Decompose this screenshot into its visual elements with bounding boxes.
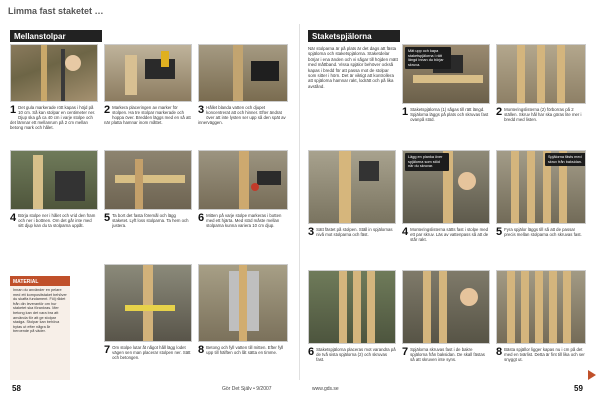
photo-r-step-7	[402, 270, 490, 344]
page-gutter	[299, 24, 300, 380]
step-7: 7 Om stolpe lutar åt något håll lägg lodet vägen sen man placerar stolpen ner. Sätt och betongen.	[104, 344, 191, 360]
photo-step-6	[198, 150, 288, 210]
photo-step-2	[104, 44, 192, 102]
photo-step-7	[104, 264, 192, 342]
footer-left: Gör Det Själv • 9/2007	[222, 386, 272, 392]
material-text: Innan du använder en pelare med ett kompositstaket behöver du skaffa fundament. Följ rådet från din leverantör om hur staketet ska förankras. Mer betong kan det vara bra att använda för att ge stolpar stadga. Stolpar kan behöva bytas ut efter några år beroende på väder.	[13, 288, 67, 334]
step-r-5: 5 Fyra spjälor läggs till så att de passar precis mellan stolparna och skruvas fast.	[496, 226, 582, 238]
section-title-mellanstolpar: Mellanstolpar	[10, 30, 102, 42]
step-3: 3 Hållet blanda vatten och djupet koncentrerat att och hinner. Efter ändrat över att inte lysten ser upp så den spät av innerväggen.	[198, 104, 286, 125]
intro-text: När stolparna är på plats är det dags att fästa spjälorna och staketspjälorna. Staketdelar börjar i ena änden och vi sågar till höjden mätt med måttband. Vissa spjälor behöver också kapas i bredd för att passa mot de stolpar som sitter i hörn. Det är viktigt att kontrollera att spjälorna hamnar rakt, lodrätt och på lika avstånd.	[308, 46, 398, 89]
material-title: MATERIAL	[10, 278, 70, 286]
step-8: 8 Betong och fyll vatten till mitten. Efter fyll upp till hälften och låt sätta en timme.	[198, 344, 284, 356]
photo-r-step-3	[308, 150, 396, 224]
step-4: 4 Börja stolpe ner i hålet och vrid den fram och ner i bottnen. Om det går inte med sitt djup kan du ta stolparna uppåt.	[10, 212, 96, 228]
photo-step-3	[198, 44, 288, 102]
step-r-7: 7 Spjälorna skruvas fast i de bakre spjälorna från baksidan. De skall fästas så att skruven inte syns.	[402, 346, 485, 362]
photo-r-step-6	[308, 270, 396, 344]
left-page	[6, 24, 296, 380]
magazine-header-title: Limma fast staketet …	[8, 6, 104, 16]
step-r-2: 2 Monteringslisterna (2) förborras på 2 ställen. Skruv hål har ska göras lite mer i bredd med listen.	[496, 106, 582, 122]
photo-r-step-4	[402, 150, 490, 224]
material-box	[10, 276, 70, 380]
page-number-right: 59	[574, 384, 583, 393]
page-number-left: 58	[12, 384, 21, 393]
step-r-3: 3 Sätt fästet på stolpen. Ställ in spjälornas nivå mot stolparna och fäst.	[308, 226, 393, 238]
callout-1: Mät upp och kapa staketspjälorna i rätt längd innan du börjar skruva.	[405, 47, 451, 69]
step-5: 5 Ta bort det fasta föremål och lägg staketet. Lyft loss stolparna. Ta hem och justera.	[104, 212, 189, 228]
photo-r-step-8	[496, 270, 586, 344]
photo-step-8	[198, 264, 288, 342]
callout-2: Lägg en planka över spjälorna som stöd när du skruvar.	[405, 153, 449, 171]
step-6: 6 Mitten på varje stolpe markeras i botten med ett hjärta. Med stöd måste mellan stolparna kunna variera 10 cm djup.	[198, 212, 282, 228]
photo-step-5	[104, 150, 192, 210]
step-r-6: 6 Staketspjälorna placeras mot varandra på de två sista spjälorna (2) och skruvas fast.	[308, 346, 396, 362]
header-bar	[0, 0, 600, 22]
step-r-8: 8 Bästa spjällor ligger kapas nu i cm på det med en tvärlist. Detta är fint till lika och ser snyggt ut.	[496, 346, 585, 362]
step-r-4: 4 Monteringslisterna sätts fast i stolpe med ett par skruv. Läs av vattenpass så att de står rakt.	[402, 226, 489, 242]
next-page-arrow-icon	[588, 370, 596, 380]
photo-r-step-1	[402, 44, 490, 104]
right-page	[304, 24, 594, 380]
photo-r-step-5	[496, 150, 586, 224]
step-2: 2 Markera placeringen av marker för stolpen. Ha tre stolpar markerade och hoppa över. Bredden läggs med en så att när platta hamnar inom måttet.	[104, 104, 191, 125]
footer-right: www.gds.se	[312, 386, 339, 392]
photo-step-1	[10, 44, 98, 102]
section-title-staketspjalorna: Staketspjälorna	[308, 30, 400, 42]
step-r-1: 1 Staketspjälorna (1) sågas till rätt längd. Spjälorna läggs på plats och skruvas fast ovanpå stöd.	[402, 106, 489, 122]
photo-r-step-2	[496, 44, 586, 104]
step-1: 1 Det gula markerade rött kapas i höjd på 10 cm. Så kan stolpar en centimeter ner. Djup ska gå ca 40 cm i varje stolpe och det lämnar ett mellanrum på 2 cm mellan betong mark och hålet.	[10, 104, 96, 130]
photo-step-4	[10, 150, 98, 210]
callout-3: Spjälorna fästs med skruv från baksidan.	[545, 153, 586, 166]
